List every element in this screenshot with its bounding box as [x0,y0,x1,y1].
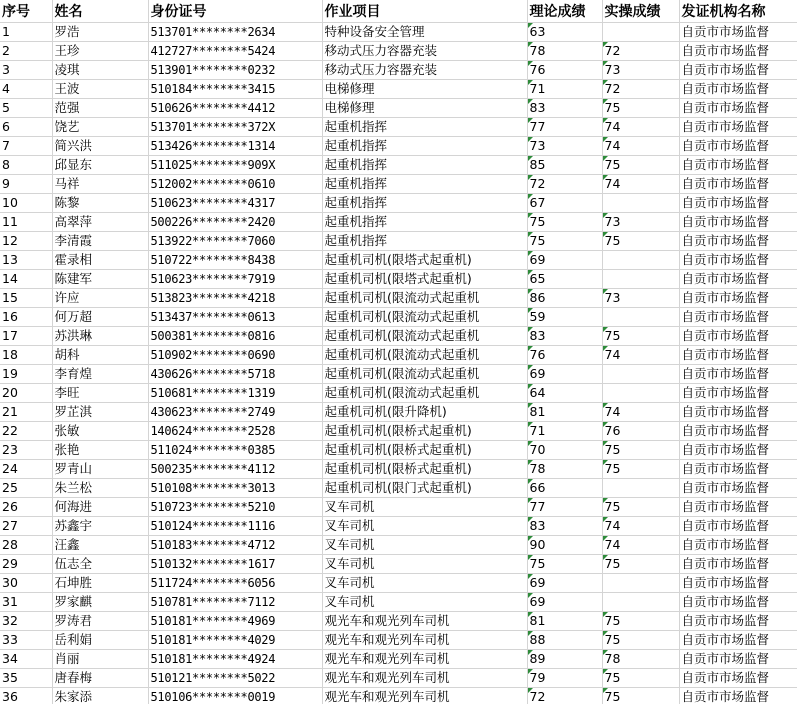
cell-seq[interactable]: 22 [0,421,52,440]
cell-seq[interactable]: 21 [0,402,52,421]
cell-id-number[interactable]: 510106********0019 [148,687,322,704]
cell-seq[interactable]: 19 [0,364,52,383]
cell-theory-score[interactable]: 69 [527,573,602,592]
table-row [0,421,797,440]
cell-name[interactable]: 饶艺 [52,117,148,136]
table-row [0,478,797,497]
cell-id-number[interactable]: 510681********1319 [148,383,322,402]
cell-practical-score[interactable]: 73 [602,288,679,307]
cell-practical-score[interactable]: 75 [602,155,679,174]
table-row [0,250,797,269]
cell-name[interactable]: 何海进 [52,497,148,516]
table-row [0,649,797,668]
cell-seq[interactable]: 10 [0,193,52,212]
cell-seq[interactable]: 8 [0,155,52,174]
cell-theory-score[interactable]: 89 [527,649,602,668]
cell-practical-score[interactable] [602,250,679,269]
cell-theory-score[interactable]: 73 [527,136,602,155]
cell-issuing-authority[interactable]: 自贡市市场监督 [679,554,797,573]
cell-job-item[interactable]: 移动式压力容器充装 [322,41,527,60]
cell-name[interactable]: 罗芷淇 [52,402,148,421]
cell-issuing-authority[interactable]: 自贡市市场监督 [679,98,797,117]
cell-practical-score[interactable] [602,592,679,611]
cell-seq[interactable]: 26 [0,497,52,516]
table-row [0,611,797,630]
cell-job-item[interactable]: 移动式压力容器充装 [322,60,527,79]
cell-theory-score[interactable]: 69 [527,364,602,383]
cell-id-number[interactable]: 513823********4218 [148,288,322,307]
table-row [0,687,797,704]
cell-id-number[interactable]: 513701********372X [148,117,322,136]
cell-seq[interactable]: 15 [0,288,52,307]
cell-job-item[interactable]: 起重机司机(限门式起重机) [322,478,527,497]
cell-name[interactable]: 唐春梅 [52,668,148,687]
table-row [0,383,797,402]
cell-theory-score[interactable]: 90 [527,535,602,554]
cell-name[interactable]: 李旺 [52,383,148,402]
cell-job-item[interactable]: 起重机指挥 [322,136,527,155]
cell-seq[interactable]: 7 [0,136,52,155]
cell-id-number[interactable]: 510181********4969 [148,611,322,630]
cell-practical-score[interactable]: 74 [602,345,679,364]
header-cell-job-item[interactable]: 作业项目 [322,0,527,22]
cell-name[interactable]: 李清霞 [52,231,148,250]
cell-job-item[interactable]: 起重机司机(限流动式起重机 [322,288,527,307]
table-row [0,630,797,649]
cell-theory-score[interactable]: 75 [527,554,602,573]
cell-theory-score[interactable]: 79 [527,668,602,687]
cell-seq[interactable]: 17 [0,326,52,345]
table-row [0,60,797,79]
cell-issuing-authority[interactable]: 自贡市市场监督 [679,402,797,421]
cell-job-item[interactable]: 叉车司机 [322,573,527,592]
cell-job-item[interactable]: 起重机司机(限升降机) [322,402,527,421]
cell-id-number[interactable]: 511024********0385 [148,440,322,459]
cell-issuing-authority[interactable]: 自贡市市场监督 [679,307,797,326]
cell-job-item[interactable]: 电梯修理 [322,79,527,98]
cell-issuing-authority[interactable]: 自贡市市场监督 [679,117,797,136]
cell-id-number[interactable]: 510181********4924 [148,649,322,668]
cell-job-item[interactable]: 起重机司机(限桥式起重机) [322,459,527,478]
cell-job-item[interactable]: 观光车和观光列车司机 [322,668,527,687]
cell-theory-score[interactable]: 76 [527,60,602,79]
cell-job-item[interactable]: 特种设备安全管理 [322,22,527,41]
cell-seq[interactable]: 24 [0,459,52,478]
cell-practical-score[interactable] [602,269,679,288]
table-row [0,497,797,516]
cell-issuing-authority[interactable]: 自贡市市场监督 [679,535,797,554]
cell-id-number[interactable]: 500235********4112 [148,459,322,478]
cell-issuing-authority[interactable]: 自贡市市场监督 [679,459,797,478]
cell-job-item[interactable]: 叉车司机 [322,516,527,535]
cell-theory-score[interactable]: 75 [527,231,602,250]
cell-issuing-authority[interactable]: 自贡市市场监督 [679,497,797,516]
cell-issuing-authority[interactable]: 自贡市市场监督 [679,630,797,649]
cell-practical-score[interactable] [602,573,679,592]
cell-practical-score[interactable]: 75 [602,611,679,630]
cell-issuing-authority[interactable]: 自贡市市场监督 [679,383,797,402]
cell-name[interactable]: 陈黎 [52,193,148,212]
cell-issuing-authority[interactable]: 自贡市市场监督 [679,421,797,440]
table-row [0,345,797,364]
cell-seq[interactable]: 33 [0,630,52,649]
cell-name[interactable]: 范强 [52,98,148,117]
cell-id-number[interactable]: 510626********4412 [148,98,322,117]
header-cell-issuing-authority[interactable]: 发证机构名称 [679,0,797,22]
cell-seq[interactable]: 25 [0,478,52,497]
cell-issuing-authority[interactable]: 自贡市市场监督 [679,649,797,668]
cell-id-number[interactable]: 430623********2749 [148,402,322,421]
cell-issuing-authority[interactable]: 自贡市市场监督 [679,440,797,459]
cell-practical-score[interactable] [602,193,679,212]
cell-practical-score[interactable]: 75 [602,687,679,704]
table-row [0,402,797,421]
cell-job-item[interactable]: 起重机司机(限流动式起重机 [322,326,527,345]
cell-id-number[interactable]: 510108********3013 [148,478,322,497]
cell-job-item[interactable]: 起重机指挥 [322,193,527,212]
cell-id-number[interactable]: 510181********4029 [148,630,322,649]
cell-job-item[interactable]: 起重机司机(限塔式起重机) [322,250,527,269]
cell-seq[interactable]: 2 [0,41,52,60]
cell-theory-score[interactable]: 76 [527,345,602,364]
table-row [0,79,797,98]
cell-seq[interactable]: 5 [0,98,52,117]
cell-name[interactable]: 王珍 [52,41,148,60]
cell-practical-score[interactable]: 75 [602,459,679,478]
cell-name[interactable]: 苏洪琳 [52,326,148,345]
cell-issuing-authority[interactable]: 自贡市市场监督 [679,668,797,687]
cell-seq[interactable]: 3 [0,60,52,79]
cell-theory-score[interactable]: 70 [527,440,602,459]
cell-job-item[interactable]: 起重机司机(限流动式起重机 [322,307,527,326]
cell-theory-score[interactable]: 78 [527,41,602,60]
cell-practical-score[interactable]: 73 [602,60,679,79]
cell-seq[interactable]: 31 [0,592,52,611]
cell-name[interactable]: 高翠萍 [52,212,148,231]
cell-theory-score[interactable]: 69 [527,250,602,269]
cell-practical-score[interactable]: 75 [602,668,679,687]
cell-id-number[interactable]: 500226********2420 [148,212,322,231]
table-row [0,98,797,117]
cell-practical-score[interactable]: 75 [602,440,679,459]
cell-name[interactable]: 胡科 [52,345,148,364]
cell-issuing-authority[interactable]: 自贡市市场监督 [679,41,797,60]
table-row [0,516,797,535]
cell-name[interactable]: 苏鑫宇 [52,516,148,535]
cell-id-number[interactable]: 510723********5210 [148,497,322,516]
cell-name[interactable]: 石坤胜 [52,573,148,592]
cell-issuing-authority[interactable]: 自贡市市场监督 [679,345,797,364]
cell-id-number[interactable]: 510124********1116 [148,516,322,535]
cell-id-number[interactable]: 513922********7060 [148,231,322,250]
cell-seq[interactable]: 32 [0,611,52,630]
cell-job-item[interactable]: 观光车和观光列车司机 [322,649,527,668]
cell-seq[interactable]: 34 [0,649,52,668]
table-row [0,440,797,459]
cell-theory-score[interactable]: 71 [527,421,602,440]
cell-theory-score[interactable]: 67 [527,193,602,212]
cell-job-item[interactable]: 叉车司机 [322,592,527,611]
table-row [0,269,797,288]
cell-practical-score[interactable]: 74 [602,136,679,155]
cell-practical-score[interactable]: 76 [602,421,679,440]
cell-issuing-authority[interactable]: 自贡市市场监督 [679,687,797,704]
cell-seq[interactable]: 13 [0,250,52,269]
table-row [0,535,797,554]
header-cell-name[interactable]: 姓名 [52,0,148,22]
cell-seq[interactable]: 27 [0,516,52,535]
table-row [0,554,797,573]
cell-job-item[interactable]: 起重机司机(限流动式起重机 [322,383,527,402]
cell-theory-score[interactable]: 65 [527,269,602,288]
cell-name[interactable]: 岳利娟 [52,630,148,649]
cell-id-number[interactable]: 430626********5718 [148,364,322,383]
cell-issuing-authority[interactable]: 自贡市市场监督 [679,288,797,307]
cell-id-number[interactable]: 510902********0690 [148,345,322,364]
cell-name[interactable]: 许应 [52,288,148,307]
header-row [0,0,797,22]
cell-issuing-authority[interactable]: 自贡市市场监督 [679,364,797,383]
table-row [0,459,797,478]
cell-job-item[interactable]: 起重机指挥 [322,155,527,174]
cell-theory-score[interactable]: 64 [527,383,602,402]
cell-job-item[interactable]: 观光车和观光列车司机 [322,611,527,630]
table-row [0,592,797,611]
cell-theory-score[interactable]: 72 [527,174,602,193]
cell-theory-score[interactable]: 63 [527,22,602,41]
cell-theory-score[interactable]: 83 [527,98,602,117]
table-row [0,573,797,592]
cell-job-item[interactable]: 起重机司机(限流动式起重机 [322,345,527,364]
cell-practical-score[interactable]: 75 [602,630,679,649]
cell-practical-score[interactable]: 73 [602,212,679,231]
cell-issuing-authority[interactable]: 自贡市市场监督 [679,326,797,345]
cell-name[interactable]: 罗青山 [52,459,148,478]
cell-practical-score[interactable] [602,383,679,402]
table-row [0,326,797,345]
cell-seq[interactable]: 20 [0,383,52,402]
cell-seq[interactable]: 14 [0,269,52,288]
cell-name[interactable]: 陈建军 [52,269,148,288]
cell-seq[interactable]: 4 [0,79,52,98]
cell-practical-score[interactable]: 74 [602,174,679,193]
cell-name[interactable]: 朱兰松 [52,478,148,497]
cell-theory-score[interactable]: 85 [527,155,602,174]
table-row [0,288,797,307]
cell-issuing-authority[interactable]: 自贡市市场监督 [679,174,797,193]
cell-seq[interactable]: 6 [0,117,52,136]
cell-seq[interactable]: 23 [0,440,52,459]
cell-practical-score[interactable] [602,307,679,326]
cell-seq[interactable]: 18 [0,345,52,364]
cell-theory-score[interactable]: 75 [527,212,602,231]
cell-id-number[interactable]: 510132********1617 [148,554,322,573]
cell-name[interactable]: 罗涛君 [52,611,148,630]
cell-id-number[interactable]: 512002********0610 [148,174,322,193]
cell-practical-score[interactable]: 75 [602,554,679,573]
cell-practical-score[interactable]: 75 [602,497,679,516]
cell-id-number[interactable]: 510623********7919 [148,269,322,288]
cell-id-number[interactable]: 510623********4317 [148,193,322,212]
cell-theory-score[interactable]: 83 [527,516,602,535]
cell-name[interactable]: 朱家添 [52,687,148,704]
cell-theory-score[interactable]: 66 [527,478,602,497]
cell-practical-score[interactable] [602,478,679,497]
header-cell-seq[interactable]: 序号 [0,0,52,22]
cell-theory-score[interactable]: 69 [527,592,602,611]
table-row [0,668,797,687]
cell-id-number[interactable]: 510184********3415 [148,79,322,98]
cell-id-number[interactable]: 510722********8438 [148,250,322,269]
cell-name[interactable]: 张艳 [52,440,148,459]
cell-seq[interactable]: 1 [0,22,52,41]
cell-name[interactable]: 李育煌 [52,364,148,383]
cell-theory-score[interactable]: 71 [527,79,602,98]
cell-practical-score[interactable]: 74 [602,516,679,535]
table-row [0,136,797,155]
cell-seq[interactable]: 11 [0,212,52,231]
cell-id-number[interactable]: 511724********6056 [148,573,322,592]
cell-theory-score[interactable]: 81 [527,611,602,630]
cell-id-number[interactable]: 513426********1314 [148,136,322,155]
cell-name[interactable]: 肖丽 [52,649,148,668]
cell-id-number[interactable]: 510183********4712 [148,535,322,554]
cell-issuing-authority[interactable]: 自贡市市场监督 [679,212,797,231]
cell-name[interactable]: 何万超 [52,307,148,326]
cell-practical-score[interactable]: 74 [602,535,679,554]
cell-name[interactable]: 罗浩 [52,22,148,41]
cell-job-item[interactable]: 起重机司机(限桥式起重机) [322,421,527,440]
table-row [0,41,797,60]
cell-practical-score[interactable] [602,364,679,383]
cell-theory-score[interactable]: 88 [527,630,602,649]
table-row [0,117,797,136]
cell-theory-score[interactable]: 77 [527,117,602,136]
cell-id-number[interactable]: 510121********5022 [148,668,322,687]
cell-id-number[interactable]: 510781********7112 [148,592,322,611]
cell-practical-score[interactable]: 75 [602,231,679,250]
cell-job-item[interactable]: 起重机指挥 [322,117,527,136]
cell-name[interactable]: 罗家麒 [52,592,148,611]
cell-id-number[interactable]: 513701********2634 [148,22,322,41]
cell-job-item[interactable]: 叉车司机 [322,535,527,554]
cell-seq[interactable]: 36 [0,687,52,704]
cell-theory-score[interactable]: 59 [527,307,602,326]
cell-name[interactable]: 凌琪 [52,60,148,79]
table-row [0,155,797,174]
cell-practical-score[interactable]: 74 [602,402,679,421]
cell-job-item[interactable]: 电梯修理 [322,98,527,117]
cell-seq[interactable]: 12 [0,231,52,250]
cell-job-item[interactable]: 叉车司机 [322,497,527,516]
cell-issuing-authority[interactable]: 自贡市市场监督 [679,79,797,98]
cell-issuing-authority[interactable]: 自贡市市场监督 [679,60,797,79]
table-row [0,212,797,231]
cell-seq[interactable]: 29 [0,554,52,573]
cell-job-item[interactable]: 起重机司机(限流动式起重机 [322,364,527,383]
cell-theory-score[interactable]: 72 [527,687,602,704]
cell-job-item[interactable]: 起重机指挥 [322,231,527,250]
cell-id-number[interactable]: 513437********0613 [148,307,322,326]
cell-practical-score[interactable]: 72 [602,79,679,98]
cell-job-item[interactable]: 起重机指挥 [322,212,527,231]
cell-practical-score[interactable]: 75 [602,98,679,117]
header-cell-practical-score[interactable]: 实操成绩 [602,0,679,22]
cell-id-number[interactable]: 412727********5424 [148,41,322,60]
cell-seq[interactable]: 9 [0,174,52,193]
cell-job-item[interactable]: 起重机司机(限桥式起重机) [322,440,527,459]
cell-seq[interactable]: 16 [0,307,52,326]
cell-job-item[interactable]: 观光车和观光列车司机 [322,687,527,704]
cell-practical-score[interactable]: 72 [602,41,679,60]
cell-theory-score[interactable]: 86 [527,288,602,307]
table-row [0,307,797,326]
table-row [0,174,797,193]
cell-job-item[interactable]: 起重机指挥 [322,174,527,193]
cell-practical-score[interactable]: 74 [602,117,679,136]
cell-name[interactable]: 张敏 [52,421,148,440]
cell-issuing-authority[interactable]: 自贡市市场监督 [679,22,797,41]
cell-issuing-authority[interactable]: 自贡市市场监督 [679,269,797,288]
cell-job-item[interactable]: 观光车和观光列车司机 [322,630,527,649]
table-row [0,364,797,383]
cell-theory-score[interactable]: 78 [527,459,602,478]
cell-job-item[interactable]: 叉车司机 [322,554,527,573]
table-row [0,22,797,41]
cell-seq[interactable]: 35 [0,668,52,687]
cell-name[interactable]: 霍录相 [52,250,148,269]
cell-name[interactable]: 伍志全 [52,554,148,573]
cell-issuing-authority[interactable]: 自贡市市场监督 [679,611,797,630]
cell-issuing-authority[interactable]: 自贡市市场监督 [679,231,797,250]
cell-theory-score[interactable]: 77 [527,497,602,516]
cell-name[interactable]: 王波 [52,79,148,98]
cell-issuing-authority[interactable]: 自贡市市场监督 [679,136,797,155]
header-cell-id-number[interactable]: 身份证号 [148,0,322,22]
cell-seq[interactable]: 28 [0,535,52,554]
cell-job-item[interactable]: 起重机司机(限塔式起重机) [322,269,527,288]
table-row [0,193,797,212]
cell-name[interactable]: 简兴洪 [52,136,148,155]
table-row [0,231,797,250]
cell-practical-score[interactable]: 78 [602,649,679,668]
table-body [0,22,797,704]
cell-seq[interactable]: 30 [0,573,52,592]
cell-id-number[interactable]: 513901********0232 [148,60,322,79]
cell-name[interactable]: 马祥 [52,174,148,193]
cell-issuing-authority[interactable]: 自贡市市场监督 [679,573,797,592]
cell-practical-score[interactable] [602,22,679,41]
cell-theory-score[interactable]: 83 [527,326,602,345]
header-cell-theory-score[interactable]: 理论成绩 [527,0,602,22]
cell-issuing-authority[interactable]: 自贡市市场监督 [679,155,797,174]
cell-issuing-authority[interactable]: 自贡市市场监督 [679,592,797,611]
cell-issuing-authority[interactable]: 自贡市市场监督 [679,193,797,212]
cell-theory-score[interactable]: 81 [527,402,602,421]
cell-id-number[interactable]: 500381********0816 [148,326,322,345]
cell-practical-score[interactable]: 75 [602,326,679,345]
cell-issuing-authority[interactable]: 自贡市市场监督 [679,250,797,269]
cell-issuing-authority[interactable]: 自贡市市场监督 [679,516,797,535]
cell-issuing-authority[interactable]: 自贡市市场监督 [679,478,797,497]
cell-id-number[interactable]: 140624********2528 [148,421,322,440]
cell-name[interactable]: 邱显东 [52,155,148,174]
cell-id-number[interactable]: 511025********909X [148,155,322,174]
cell-name[interactable]: 汪鑫 [52,535,148,554]
